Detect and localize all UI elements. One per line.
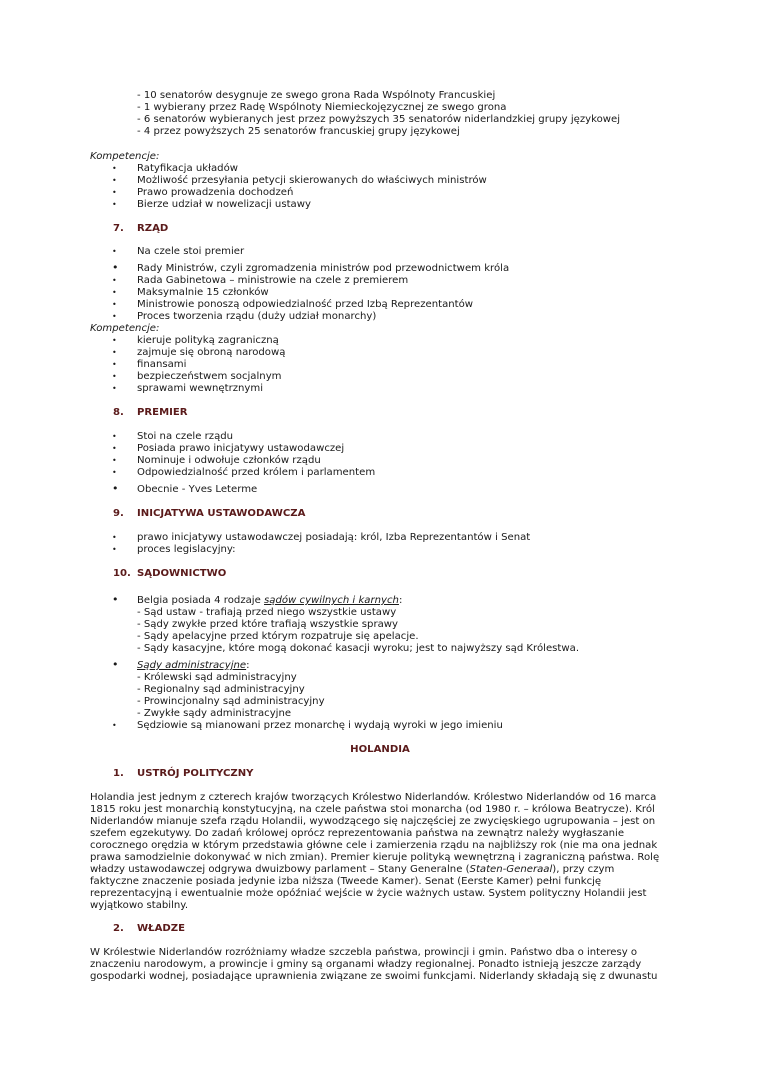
list-item: Posiada prawo inicjatywy ustawodawczej bbox=[137, 443, 345, 454]
list-item: proces legislacyjny: bbox=[137, 544, 236, 555]
bullet-icon: • bbox=[112, 312, 117, 321]
list-item: Sędziowie są mianowani przez monarchę i wydają wyroki w jego imieniu bbox=[137, 720, 503, 731]
list-item: Ministrowie ponoszą odpowiedzialność przed Izbą Reprezentantów bbox=[137, 299, 474, 310]
list-item: sprawami wewnętrznymi bbox=[137, 383, 264, 394]
bullet-icon: • bbox=[112, 372, 117, 381]
bullet-icon: • bbox=[112, 247, 117, 256]
paragraph-line: znaczeniu narodowym, a prowincje i gminy są organami władzy regionalnej. Ponadto istnieją jeszcze zarządy bbox=[90, 959, 642, 970]
section-heading: USTRÓJ POLITYCZNY bbox=[137, 768, 254, 779]
courts-intro bbox=[137, 595, 402, 607]
section-number: 2. bbox=[113, 923, 124, 934]
section-heading: INICJATYWA USTAWODAWCZA bbox=[137, 508, 306, 519]
court-item: - Sąd ustaw - trafiają przed niego wszystkie ustawy bbox=[137, 607, 397, 618]
courts-intro-text: Belgia posiada 4 rodzaje bbox=[137, 595, 265, 606]
court-item: - Zwykłe sądy administracyjne bbox=[137, 708, 292, 719]
paragraph-line: corocznego orędzia w którym przedstawia główne cele i zamierzenia rządu na najbliższy rok (nie ma ona jednak bbox=[90, 840, 658, 851]
section-heading: SĄDOWNICTWO bbox=[137, 568, 227, 579]
bullet-icon: • bbox=[112, 456, 117, 465]
list-item: Nominuje i odwołuje członków rządu bbox=[137, 455, 321, 466]
section-heading: RZĄD bbox=[137, 223, 169, 234]
paragraph-line: Holandia jest jednym z czterech krajów tworzących Królestwo Niderlandów. Królestwo Niderlandów od 16 marca bbox=[90, 792, 657, 803]
admin-courts-intro bbox=[137, 660, 250, 672]
paragraph-line: gospodarki wodnej, posiadające uprawnienia związane ze swoimi funkcjami. Niderlandy składają się z dwunastu bbox=[90, 971, 658, 982]
section-number: 1. bbox=[113, 768, 124, 779]
admin-courts-link: Sądy administracyjne bbox=[137, 660, 247, 671]
list-item: kieruje polityką zagraniczną bbox=[137, 335, 279, 346]
bullet-icon: • bbox=[112, 348, 117, 357]
section-heading: WŁADZE bbox=[137, 923, 186, 934]
bullet-icon: • bbox=[112, 468, 117, 477]
courts-intro-colon: : bbox=[398, 595, 403, 606]
senate-list-item: - 10 senatorów desygnuje ze swego grona Rada Wspólnoty Francuskiej bbox=[137, 90, 496, 101]
paragraph-line: wyjątkowo stabilny. bbox=[90, 900, 189, 911]
section-number: 8. bbox=[113, 407, 124, 418]
bullet-icon: • bbox=[112, 176, 117, 185]
bullet-icon: • bbox=[112, 658, 119, 671]
list-item: Rady Ministrów, czyli zgromadzenia ministrów pod przewodnictwem króla bbox=[137, 263, 510, 274]
court-item: - Sądy zwykłe przed które trafiają wszystkie sprawy bbox=[137, 619, 399, 630]
competences-label: Kompetencje: bbox=[90, 151, 160, 162]
senate-list-item: - 6 senatorów wybieranych jest przez powyższych 35 senatorów niderlandzkiej grupy językowej bbox=[137, 114, 621, 125]
senate-list-item: - 1 wybierany przez Radę Wspólnoty Niemieckojęzycznej ze swego grona bbox=[137, 102, 507, 113]
competences-label: Kompetencje: bbox=[90, 323, 160, 334]
paragraph-line: 1815 roku jest monarchią konstytucyjną, na czele państwa stoi monarcha (od 1980 r. – królowa Beatrycze). Król bbox=[90, 804, 655, 815]
courts-civil-link: sądów cywilnych i karnych bbox=[264, 595, 399, 606]
court-item: - Sądy apelacyjne przed którym rozpatruje się apelacje. bbox=[137, 631, 419, 642]
bullet-icon: • bbox=[112, 721, 117, 730]
section-heading: PREMIER bbox=[137, 407, 188, 418]
paragraph-italic: Staten-Generaal bbox=[469, 864, 553, 875]
senate-list-item: - 4 przez powyższych 25 senatorów francuskiej grupy językowej bbox=[137, 126, 460, 137]
list-item: Możliwość przesyłania petycji skierowanych do właściwych ministrów bbox=[137, 175, 487, 186]
list-item: zajmuje się obroną narodową bbox=[137, 347, 286, 358]
list-item: Odpowiedzialność przed królem i parlamentem bbox=[137, 467, 376, 478]
paragraph-text: ), przy czym bbox=[552, 864, 615, 875]
list-item: Na czele stoi premier bbox=[137, 246, 245, 257]
list-item: Maksymalnie 15 członków bbox=[137, 287, 269, 298]
paragraph-line: prawa samodzielnie dokonywać w nich zmian). Premier kieruje polityką wewnętrzną i zagraniczną państwa. Rolę bbox=[90, 852, 660, 863]
bullet-icon: • bbox=[112, 360, 117, 369]
section-number: 10. bbox=[113, 568, 131, 579]
list-item: Prawo prowadzenia dochodzeń bbox=[137, 187, 294, 198]
paragraph-line: reprezentacyjną i ewentualnie może opóźniać wejście w życie ważnych ustaw. System polityczny Holandii jest bbox=[90, 888, 647, 899]
section-number: 7. bbox=[113, 223, 124, 234]
list-item: Ratyfikacja układów bbox=[137, 163, 239, 174]
bullet-icon: • bbox=[112, 164, 117, 173]
bullet-icon: • bbox=[112, 188, 117, 197]
bullet-icon: • bbox=[112, 261, 119, 274]
list-item: Stoi na czele rządu bbox=[137, 431, 234, 442]
list-item: Proces tworzenia rządu (duży udział monarchy) bbox=[137, 311, 377, 322]
list-item: bezpieczeństwem socjalnym bbox=[137, 371, 282, 382]
bullet-icon: • bbox=[112, 482, 119, 495]
list-item: Rada Gabinetowa – ministrowie na czele z premierem bbox=[137, 275, 409, 286]
bullet-icon: • bbox=[112, 432, 117, 441]
paragraph-line bbox=[90, 864, 614, 876]
paragraph-text: władzy ustawodawczej odgrywa dwuizbowy parlament – Stany Generalne ( bbox=[90, 864, 470, 875]
bullet-icon: • bbox=[112, 300, 117, 309]
court-item: - Sądy kasacyjne, które mogą dokonać kasacji wyroku; jest to najwyższy sąd Królestwa. bbox=[137, 643, 580, 654]
bullet-icon: • bbox=[112, 545, 117, 554]
list-item: Obecnie - Yves Leterme bbox=[137, 484, 258, 495]
paragraph-line: W Królestwie Niderlandów rozróżniamy władze szczebla państwa, prowincji i gmin. Państwo dba o interesy o bbox=[90, 947, 638, 958]
court-item: - Królewski sąd administracyjny bbox=[137, 672, 297, 683]
list-item: finansami bbox=[137, 359, 187, 370]
bullet-icon: • bbox=[112, 288, 117, 297]
bullet-icon: • bbox=[112, 593, 119, 606]
court-item: - Regionalny sąd administracyjny bbox=[137, 684, 305, 695]
bullet-icon: • bbox=[112, 384, 117, 393]
bullet-icon: • bbox=[112, 444, 117, 453]
court-item: - Prowincjonalny sąd administracyjny bbox=[137, 696, 325, 707]
section-number: 9. bbox=[113, 508, 124, 519]
bullet-icon: • bbox=[112, 336, 117, 345]
bullet-icon: • bbox=[112, 276, 117, 285]
paragraph-line: Niderlandów mianuje szefa rządu Holandii, wywodzącego się najczęściej ze zwycięskiego ugrupowania – jest on bbox=[90, 816, 656, 827]
bullet-icon: • bbox=[112, 533, 117, 542]
paragraph-line: szefem egzekutywy. Do zadań królowej oprócz reprezentowania państwa na zewnątrz należy wygłaszanie bbox=[90, 828, 625, 839]
list-item: prawo inicjatywy ustawodawczej posiadają: król, Izba Reprezentantów i Senat bbox=[137, 532, 531, 543]
list-item: Bierze udział w nowelizacji ustawy bbox=[137, 199, 311, 210]
admin-courts-colon: : bbox=[246, 660, 250, 671]
bullet-icon: • bbox=[112, 200, 117, 209]
paragraph-line: faktyczne znaczenie posiada jedynie izba niższa (Tweede Kamer). Senat (Eerste Kamer) pełni funkcję bbox=[90, 876, 602, 887]
country-title: HOLANDIA bbox=[350, 744, 410, 755]
